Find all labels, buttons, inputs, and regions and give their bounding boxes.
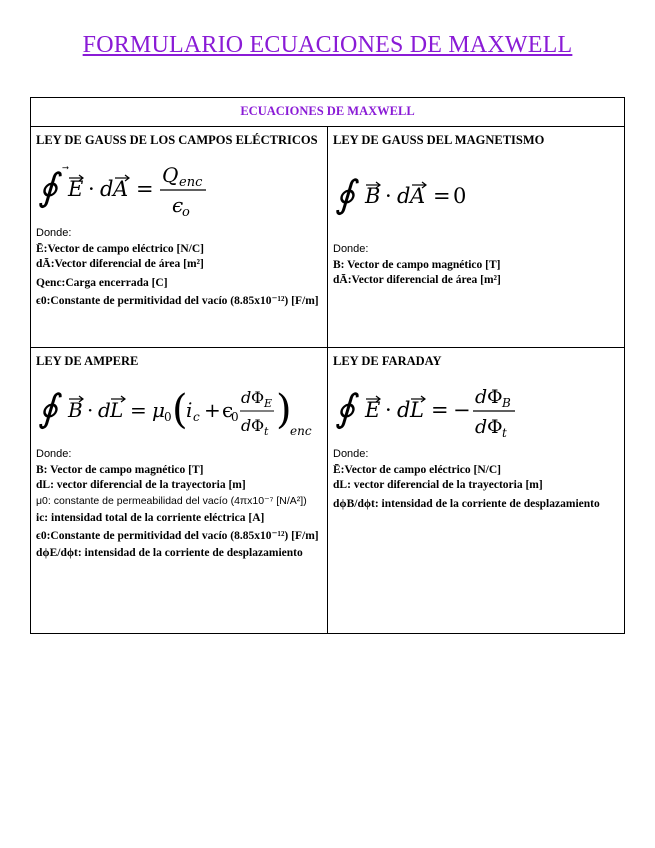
- svg-text:B: B: [365, 184, 381, 208]
- faraday-equation: [335, 373, 535, 443]
- svg-text:d: d: [475, 386, 488, 408]
- donde-label: Donde:: [36, 448, 72, 460]
- definition-line: ϵ0:Constante de permitividad del vacío (8.85x10⁻¹²) [F/m]: [36, 529, 319, 542]
- gauss-electric-title: LEY DE GAUSS DE LOS CAMPOS ELÉCTRICOS: [36, 133, 318, 147]
- definition-line: B: Vector de campo magnético [T]: [36, 463, 204, 476]
- svg-text:Φ: Φ: [487, 416, 503, 438]
- definition-line: μ0: constante de permeabilidad del vacío (4πx10⁻⁷ [N/A²]): [36, 494, 307, 507]
- svg-text:=: =: [136, 177, 154, 201]
- svg-text:o: o: [182, 205, 190, 220]
- svg-text:0: 0: [231, 410, 239, 424]
- svg-text:A: A: [113, 177, 129, 201]
- svg-text:c: c: [193, 410, 200, 424]
- svg-text:d: d: [100, 177, 114, 201]
- definition-line: Ē:Vector de campo eléctrico [N/C]: [333, 463, 501, 476]
- faraday-description: [333, 447, 619, 512]
- gauss-magnetic-title: LEY DE GAUSS DEL MAGNETISMO: [333, 133, 545, 147]
- svg-text:d: d: [98, 398, 111, 422]
- svg-text:μ: μ: [152, 398, 165, 422]
- ampere-description: [36, 447, 322, 562]
- svg-text:enc: enc: [179, 175, 203, 190]
- svg-text:B: B: [502, 396, 511, 410]
- svg-text:E: E: [68, 177, 84, 201]
- svg-text:d: d: [475, 416, 488, 438]
- svg-text:∮: ∮: [38, 165, 58, 209]
- definition-line: dϕB/dϕt: intensidad de la corriente de desplazamiento: [333, 497, 600, 510]
- svg-text:B: B: [68, 398, 83, 422]
- definition-line: dϕE/dϕt: intensidad de la corriente de desplazamiento: [36, 547, 303, 559]
- svg-text:=: =: [431, 398, 449, 422]
- svg-text:E: E: [264, 397, 273, 410]
- svg-text:(: (: [172, 387, 188, 433]
- donde-label: Donde:: [36, 227, 72, 239]
- gauss-magnetic-description: [333, 242, 619, 289]
- svg-text:+: +: [204, 398, 221, 422]
- ampere-title: LEY DE AMPERE: [36, 354, 139, 368]
- gauss-electric-formula: [36, 148, 322, 226]
- svg-text:enc: enc: [290, 424, 312, 438]
- page-title: FORMULARIO ECUACIONES DE MAXWELL: [82, 32, 573, 58]
- faraday-title: LEY DE FARADAY: [333, 354, 442, 368]
- svg-text:∮: ∮: [335, 386, 355, 430]
- definition-line: ϵ0:Constante de permitividad del vacío (8.85x10⁻¹²) [F/m]: [36, 295, 319, 307]
- definition-line: dĀ:Vector diferencial de área [m²]: [333, 274, 501, 286]
- svg-text:=: =: [433, 184, 451, 208]
- svg-text:−: −: [453, 398, 471, 422]
- svg-text:i: i: [186, 398, 193, 422]
- svg-text:d: d: [397, 184, 411, 208]
- svg-text:·: ·: [385, 398, 392, 422]
- svg-text:∮: ∮: [38, 386, 58, 430]
- svg-text:L: L: [110, 398, 124, 422]
- svg-text:Q: Q: [162, 163, 179, 187]
- definition-line: dL: vector diferencial de la trayectoria [m]: [36, 479, 246, 491]
- svg-text:⃗: [62, 166, 69, 170]
- maxwell-equations-table: [30, 97, 625, 634]
- svg-text:ϵ: ϵ: [222, 398, 234, 422]
- gauss-electric-cell: [31, 127, 328, 348]
- svg-text:t: t: [502, 426, 507, 440]
- svg-text:d: d: [241, 388, 252, 407]
- definition-line: dĀ:Vector diferencial de área [m²]: [36, 258, 204, 270]
- svg-text:): ): [276, 387, 292, 433]
- svg-text:0: 0: [164, 410, 172, 424]
- faraday-cell: [328, 348, 625, 634]
- svg-text:t: t: [264, 425, 269, 438]
- gauss-magnetic-formula: [333, 148, 619, 242]
- gauss-magnetic-equation: [335, 165, 495, 225]
- svg-text:A: A: [410, 184, 426, 208]
- svg-text:∮: ∮: [335, 172, 355, 216]
- svg-text:L: L: [410, 398, 424, 422]
- svg-text:ϵ: ϵ: [172, 193, 184, 217]
- svg-text:·: ·: [88, 177, 95, 201]
- gauss-magnetic-cell: [328, 127, 625, 348]
- ampere-equation: [38, 373, 323, 443]
- faraday-formula: [333, 369, 619, 447]
- gauss-electric-equation: [38, 152, 238, 222]
- svg-text:E: E: [365, 398, 381, 422]
- svg-text:=: =: [130, 398, 147, 422]
- definition-line: B: Vector de campo magnético [T]: [333, 258, 501, 271]
- svg-text:d: d: [397, 398, 411, 422]
- definition-line: dL: vector diferencial de la trayectoria [m]: [333, 479, 543, 491]
- svg-text:0: 0: [453, 184, 467, 208]
- svg-text:·: ·: [385, 184, 392, 208]
- definition-line: Ē:Vector de campo eléctrico [N/C]: [36, 242, 204, 255]
- svg-text:Φ: Φ: [487, 386, 503, 408]
- donde-label: Donde:: [333, 448, 369, 460]
- ampere-cell: [31, 348, 328, 634]
- svg-text:Φ: Φ: [251, 416, 265, 435]
- donde-label: Donde:: [333, 243, 369, 255]
- svg-text:·: ·: [87, 398, 94, 422]
- table-header: ECUACIONES DE MAXWELL: [31, 98, 625, 127]
- svg-text:d: d: [241, 416, 252, 435]
- svg-text:Φ: Φ: [251, 388, 265, 407]
- gauss-electric-description: [36, 226, 322, 310]
- ampere-formula: [36, 369, 322, 447]
- definition-line: ic: intensidad total de la corriente eléctrica [A]: [36, 512, 265, 524]
- definition-line: Qenc:Carga encerrada [C]: [36, 276, 168, 289]
